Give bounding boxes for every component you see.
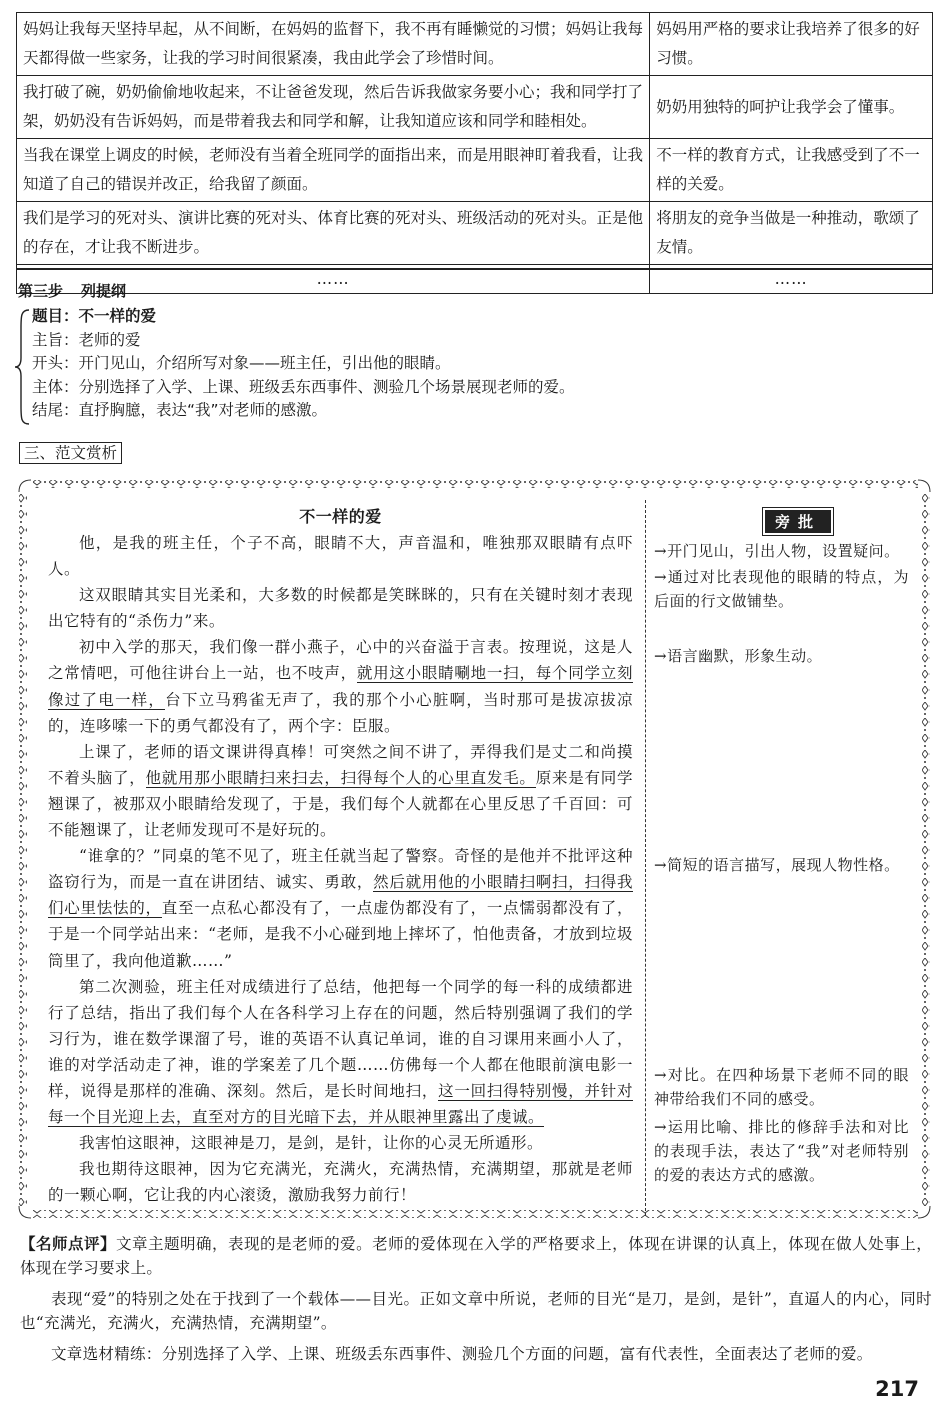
curly-brace-icon: [13, 308, 33, 426]
essay-paragraph: [48, 974, 633, 1131]
table-cell-material: 我打破了碗，奶奶偷偷地收起来，不让爸爸发现，然后告诉我做家务要小心；我和同学打了架，奶奶没有告诉妈妈，而是带着我去和同学和解，让我知道应该和同学和睦相处。: [17, 76, 650, 139]
table-cell-material: 妈妈让我每天坚持早起，从不间断，在妈妈的监督下，我不再有睡懒觉的习惯；妈妈让我每天都得做一些家务，让我的学习时间很紧凑，我由此学会了珍惜时间。: [17, 13, 650, 76]
outline-item: 主体：分别选择了入学、上课、班级丢东西事件、测验几个场景展现老师的爱。: [32, 377, 575, 396]
table-row: [17, 202, 933, 265]
outline-item: 开头：开门见山，介绍所写对象——班主任，引出他的眼睛。: [32, 354, 451, 372]
table-row: [17, 139, 933, 202]
step-number: 第三步: [18, 282, 64, 300]
table-cell-meaning: 奶奶用独特的呵护让我学会了懂事。: [650, 76, 933, 139]
underlined-text: 然后就用他的小眼睛扫啊扫，扫得我们心里怯怯的，: [48, 873, 633, 918]
annotation-note: →开门见山，引出人物，设置疑问。: [654, 542, 900, 560]
underlined-text: 这一回扫得特别慢，并针对每一个目光迎上去，直至对方的目光暗下去，并从眼神里露出了虔诚。: [48, 1081, 633, 1127]
outline-item: 主旨：老师的爱: [32, 330, 141, 349]
table-cell-material: 我们是学习的死对头、演讲比赛的死对头、体育比赛的死对头、班级活动的死对头。正是他的存在，才让我不断进步。: [17, 202, 650, 265]
table-row: [17, 13, 933, 76]
outline-item: 题目：不一样的爱: [32, 307, 157, 325]
essay-paragraph: 他，是我的班主任，个子不高，眼睛不大，声音温和，唯独那双眼睛有点吓人。: [48, 534, 633, 579]
table-cell-meaning: 妈妈用严格的要求让我培养了很多的好习惯。: [650, 13, 933, 76]
comment-tag: 【名师点评】: [20, 1235, 117, 1253]
text-span: “谁拿的？”同桌的笔不见了，班主任就当起了警察。奇怪的是他并不批评这种盗窃行为，而是一直在讲团结、诚实、勇敢，: [48, 847, 633, 892]
essay-paragraph: 我害怕这眼神，这眼神是刀，是剑，是针，让你的心灵无所遁形。: [79, 1134, 544, 1153]
text-span: 第二次测验，班主任对成绩进行了总结，他把每一个同学的每一科的成绩都进行了总结，指出了我们每个人在各科学习上存在的问题，然后特别强调了我们的学习行为，谁在数学课溜了号，谁的英语不认真记单词，谁的自习课用来画小人了，谁的对学活动走了神，谁的学案差了几个题……仿佛每一个人都在他眼前演电影一样，说得是那样的准确、深刻。然后，是长时间地扫，: [48, 977, 633, 1100]
table-cell-meaning: 不一样的教育方式，让我感受到了不一样的关爱。: [650, 139, 933, 202]
text-span: 台下立马鸦雀无声了，我的那个小心脏啊，当时那可是拔凉拔凉的，连哆嗦一下的勇气都没有了，两个字：臣服。: [48, 690, 633, 735]
table-cell-material: 当我在课堂上调皮的时候，老师没有当着全班同学的面指出来，而是用眼神盯着我看，让我知道了自己的错误并改正，给我留了颜面。: [17, 139, 650, 202]
divider-line: [16, 268, 933, 270]
underlined-text: 就用这小眼睛唰地一扫，每个同学立刻像过了电一样，: [48, 664, 633, 709]
annotation-note: →对比。在四种场景下老师不同的眼神带给我们不同的感受。: [654, 1066, 909, 1108]
essay-paragraph: 这双眼睛其实目光柔和，大多数的时候都是笑眯眯的，只有在关键时刻才表现出它特有的“杀伤力”来。: [48, 586, 633, 631]
essay-paragraph: [48, 739, 633, 843]
text-span: 上课了，老师的语文课讲得真棒！可突然之间不讲了，弄得我们是丈二和尚摸不着头脑了，: [48, 742, 633, 787]
teacher-comments: [20, 1232, 932, 1366]
essay-title: 不一样的爱: [299, 507, 382, 526]
material-table: [16, 12, 933, 294]
outline-item: 结尾：直抒胸臆，表达“我”对老师的感激。: [32, 401, 328, 419]
annotation-note: →通过对比表现他的眼睛的特点，为后面的行文做铺垫。: [654, 568, 909, 610]
underlined-text: 他就用那小眼睛扫来扫去，扫得每个人的心里直发毛。: [145, 768, 536, 787]
comment-paragraph: 表现“爱”的特别之处在于找到了一个载体——目光。正如文章中所说，老师的目光“是刀，是剑，是针”，直逼人的内心，同时也“充满光，充满火，充满热情，充满期望”。: [20, 1290, 932, 1332]
comment-paragraph: [20, 1232, 932, 1280]
column-divider: [645, 500, 646, 1216]
annotation-note: →语言幽默，形象生动。: [654, 647, 823, 665]
comment-paragraph: 文章选材精练：分别选择了入学、上课、班级丢东西事件、测验几个方面的问题，富有代表性，全面表达了老师的爱。: [51, 1345, 873, 1363]
step-title: [18, 280, 144, 301]
annotation-title: 旁批: [763, 508, 833, 535]
outline-list: [32, 305, 575, 423]
section-heading: 三、范文赏析: [19, 442, 122, 464]
essay-paragraph: [48, 634, 633, 738]
essay-paragraph: 我也期待这眼神，因为它充满光，充满火，充满热情，充满期望，那就是老师的一颗心啊，它让我的内心滚烫，激励我努力前行！: [48, 1160, 633, 1205]
text-span: 直至一点私心都没有了，一点虚伪都没有了，一点懦弱都没有了，于是一个同学站出来：“老师，是我不小心碰到地上摔坏了，怕他责备，才放到垃圾筒里了，我向他道歉……”: [48, 899, 633, 970]
annotation-note: →运用比喻、排比的修辞手法和对比的表现手法，表达了“我”对老师特别的爱的表达方式的感激。: [654, 1118, 909, 1184]
essay-paragraph: [48, 843, 633, 973]
table-cell-ellipsis: ……: [17, 265, 650, 294]
text-span: 原来是有同学翘课了，被那双小眼睛给发现了，于是，我们每个人就都在心里反思了千百回：可不能翘课了，让老师发现可不是好玩的。: [48, 768, 633, 840]
text-span: 初中入学的那天，我们像一群小燕子，心中的兴奋溢于言表。按理说，这是人之常情吧，可他往讲台上一站，也不吱声，: [48, 638, 633, 683]
table-cell-meaning: 将朋友的竞争当做是一种推动，歌颂了友情。: [650, 202, 933, 265]
table-cell-ellipsis: ……: [650, 265, 933, 294]
step-name: 列提纲: [81, 282, 127, 300]
text-span: 文章主题明确，表现的是老师的爱。老师的爱体现在入学的严格要求上，体现在讲课的认真上，体现在做人处事上，体现在学习要求上。: [20, 1235, 932, 1277]
page-number: 217: [875, 1377, 919, 1401]
model-essay: [48, 506, 633, 1208]
table-row: [17, 76, 933, 139]
annotation-note: →简短的语言描写，展现人物性格。: [654, 856, 900, 874]
